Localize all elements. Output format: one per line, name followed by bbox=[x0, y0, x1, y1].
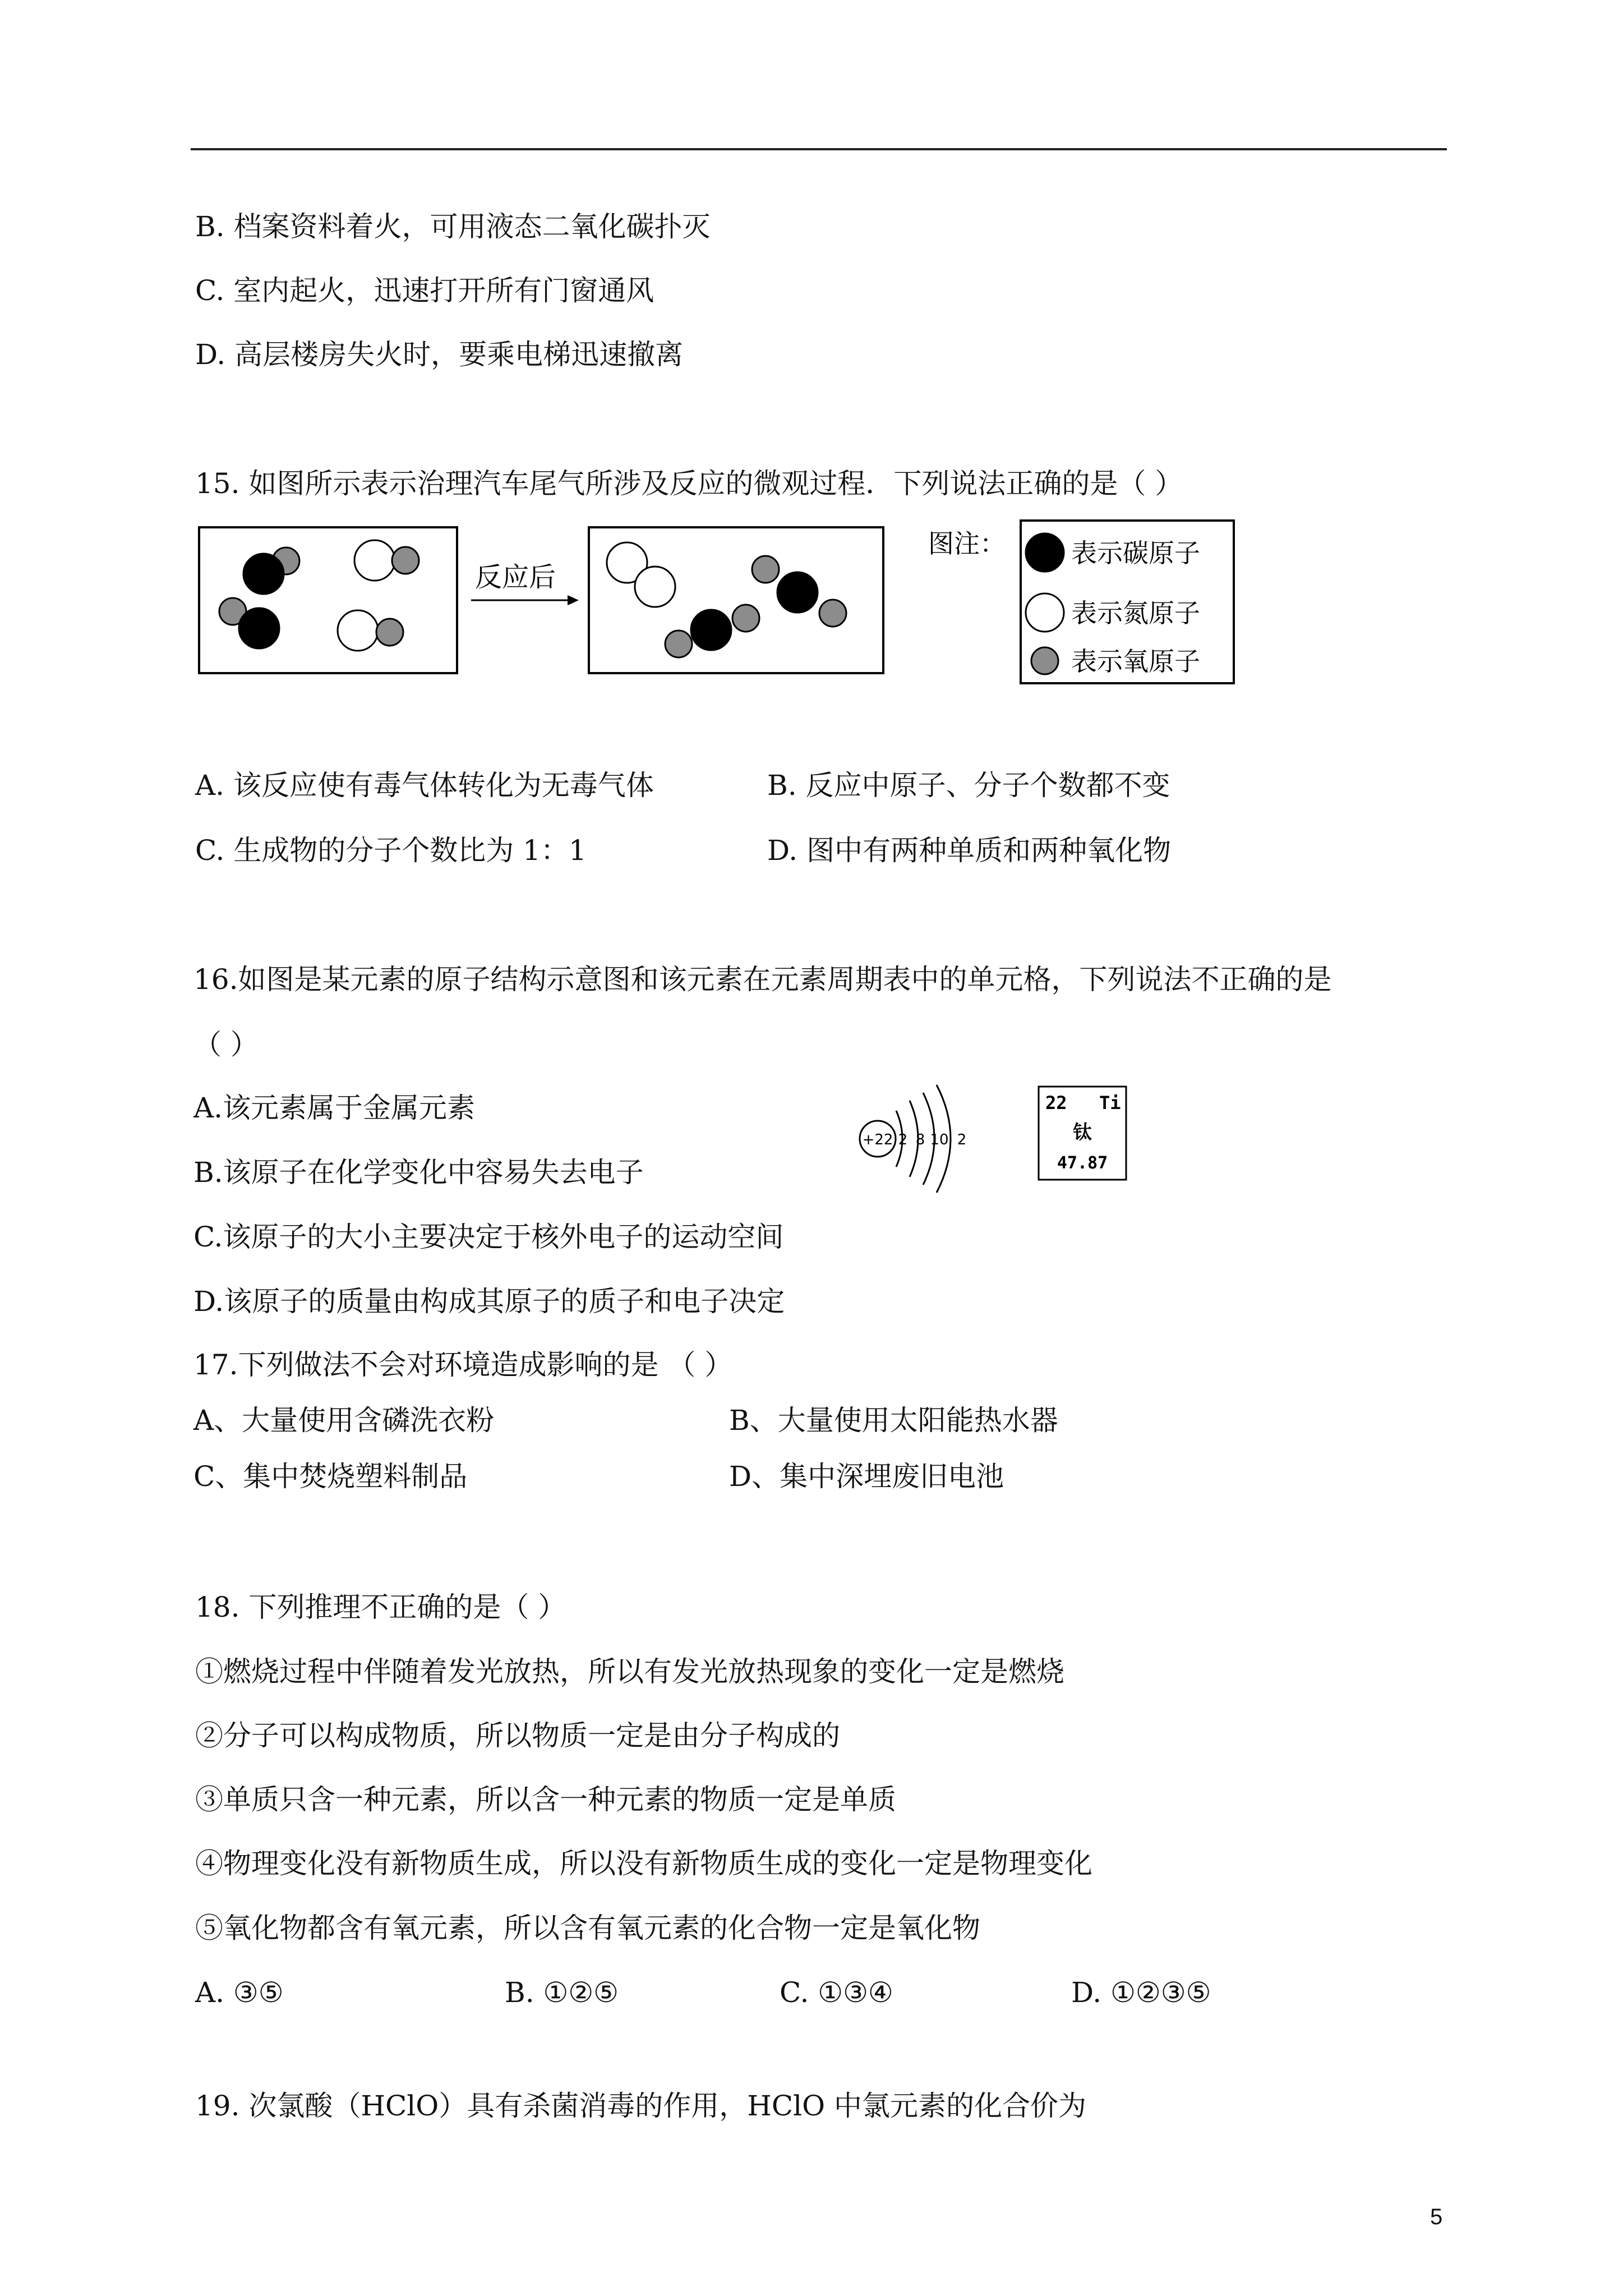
nitrogen-atom bbox=[354, 540, 395, 581]
oxygen-atom bbox=[732, 605, 759, 632]
q18-option-a: A. ③⑤ bbox=[195, 1976, 284, 2009]
reaction-arrow-head bbox=[568, 595, 579, 605]
q15-option-b: B. 反应中原子、分子个数都不变 bbox=[767, 769, 1170, 802]
q17-stem: 17.下列做法不会对环境造成影响的是 （ ） bbox=[193, 1349, 733, 1381]
q16-stem: 16.如图是某元素的原子结构示意图和该元素在元素周期表中的单元格，下列说法不正确的是 bbox=[193, 963, 1332, 996]
legend-oxygen-label: 表示氧原子 bbox=[1071, 646, 1200, 677]
q14-option-b: B. 档案资料着火，可用液态二氧化碳扑灭 bbox=[195, 210, 711, 243]
arrow-label: 反应后 bbox=[475, 562, 556, 593]
reactant-molecules bbox=[219, 540, 419, 651]
q15-option-d: D. 图中有两种单质和两种氧化物 bbox=[767, 834, 1172, 867]
q18-stem: 18. 下列推理不正确的是（ ） bbox=[195, 1591, 566, 1623]
product-molecules bbox=[607, 542, 846, 657]
oxygen-atom bbox=[819, 600, 846, 627]
q14-option-d: D. 高层楼房失火时，要乘电梯迅速撤离 bbox=[195, 338, 684, 371]
carbon-atom bbox=[691, 610, 731, 650]
atomic-mass: 47.87 bbox=[1057, 1153, 1108, 1173]
element-name: 钛 bbox=[1073, 1121, 1092, 1144]
nitrogen-atom bbox=[338, 610, 378, 651]
q18-statement-2: ②分子可以构成物质，所以物质一定是由分子构成的 bbox=[195, 1719, 840, 1752]
element-symbol: Ti bbox=[1099, 1092, 1121, 1114]
q15-option-c: C. 生成物的分子个数比为 1：1 bbox=[195, 834, 587, 867]
q15-option-a: A. 该反应使有毒气体转化为无毒气体 bbox=[195, 769, 654, 802]
carbon-atom bbox=[777, 572, 818, 613]
q18-statement-5: ⑤氧化物都含有氧元素，所以含有氧元素的化合物一定是氧化物 bbox=[195, 1912, 980, 1944]
q18-option-c: C. ①③④ bbox=[780, 1976, 893, 2009]
shell-4-count: 2 bbox=[957, 1131, 967, 1148]
q16-option-d: D.该原子的质量由构成其原子的质子和电子决定 bbox=[193, 1285, 785, 1318]
shell-2-count: 8 bbox=[915, 1131, 925, 1148]
q16-option-a: A.该元素属于金属元素 bbox=[193, 1092, 476, 1124]
q19-stem: 19. 次氯酸（HClO）具有杀菌消毒的作用，HClO 中氯元素的化合价为 bbox=[195, 2090, 1086, 2122]
q18-option-d: D. ①②③⑤ bbox=[1071, 1976, 1211, 2009]
page-number: 5 bbox=[1430, 2205, 1443, 2229]
q14-option-c: C. 室内起火，迅速打开所有门窗通风 bbox=[195, 274, 654, 307]
q15-stem: 15. 如图所示表示治理汽车尾气所涉及反应的微观过程．下列说法正确的是（ ） bbox=[195, 467, 1183, 500]
nitrogen-atom bbox=[635, 567, 675, 607]
carbon-atom bbox=[239, 608, 279, 648]
q18-statement-1: ①燃烧过程中伴随着发光放热，所以有发光放热现象的变化一定是燃烧 bbox=[195, 1655, 1064, 1688]
q18-statement-3: ③单质只含一种元素，所以含一种元素的物质一定是单质 bbox=[195, 1783, 896, 1816]
q16-paren: （ ） bbox=[193, 1028, 259, 1061]
q15-reaction-diagram bbox=[191, 516, 1245, 696]
legend-oxygen-swatch bbox=[1031, 647, 1058, 674]
q17-option-b: B、大量使用太阳能热水器 bbox=[729, 1404, 1058, 1437]
legend-carbon-label: 表示碳原子 bbox=[1071, 538, 1200, 568]
q17-option-d: D、集中深埋废旧电池 bbox=[729, 1460, 1004, 1493]
legend-nitrogen-label: 表示氮原子 bbox=[1071, 598, 1200, 628]
q18-option-b: B. ①②⑤ bbox=[505, 1976, 619, 2009]
header-rule bbox=[191, 148, 1447, 150]
periodic-table-cell bbox=[1038, 1085, 1127, 1181]
oxygen-atom bbox=[376, 619, 403, 646]
q16-option-b: B.该原子在化学变化中容易失去电子 bbox=[193, 1156, 644, 1189]
q16-option-c: C.该原子的大小主要决定于核外电子的运动空间 bbox=[193, 1221, 784, 1253]
atomic-number: 22 bbox=[1045, 1092, 1067, 1114]
oxygen-atom bbox=[392, 547, 419, 574]
carbon-atom bbox=[243, 554, 284, 594]
legend-nitrogen-swatch bbox=[1026, 593, 1064, 632]
nucleus-charge: +22 bbox=[862, 1131, 893, 1148]
q18-statement-4: ④物理变化没有新物质生成，所以没有新物质生成的变化一定是物理变化 bbox=[195, 1847, 1092, 1880]
shell-3-count: 10 bbox=[930, 1131, 949, 1148]
oxygen-atom bbox=[752, 556, 779, 583]
atomic-structure-diagram bbox=[852, 1077, 987, 1200]
legend-title: 图注： bbox=[928, 528, 1006, 559]
shell-1-count: 2 bbox=[898, 1131, 908, 1148]
legend-carbon-swatch bbox=[1026, 533, 1064, 572]
q17-option-c: C、集中焚烧塑料制品 bbox=[193, 1460, 468, 1493]
oxygen-atom bbox=[665, 631, 692, 657]
q17-option-a: A、大量使用含磷洗衣粉 bbox=[193, 1404, 495, 1437]
